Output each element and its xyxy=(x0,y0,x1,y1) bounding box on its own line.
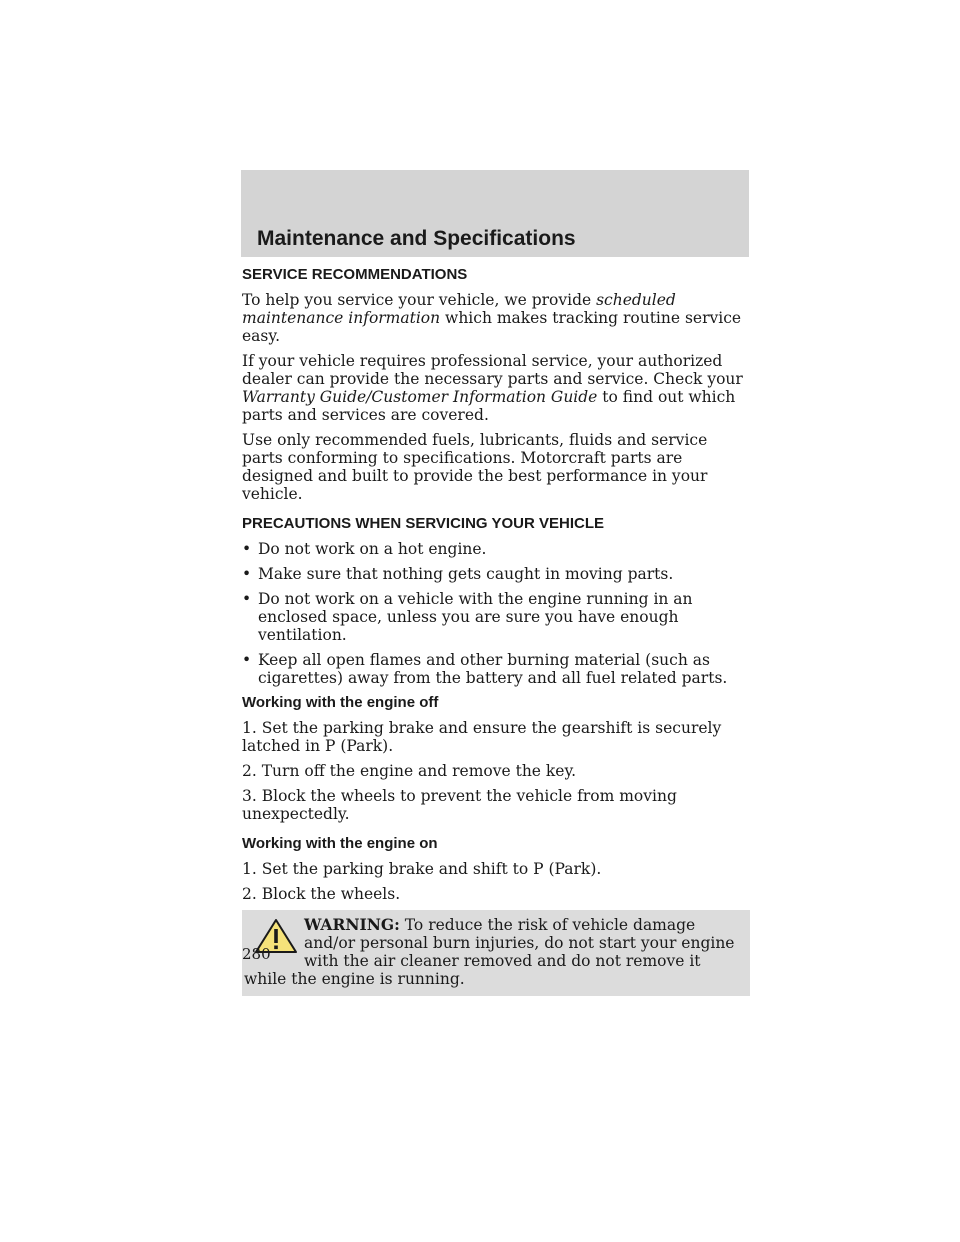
engine-on-step-2: 2. Block the wheels. xyxy=(242,885,401,903)
warning-text: To reduce the risk of vehicle damage and/or personal burn injuries, do not start your engine with the air cleaner removed and do not remove it while the engine is running. xyxy=(244,916,735,988)
precautions-list xyxy=(242,540,750,687)
warning-box xyxy=(242,910,750,996)
warranty-guide-emphasis: Warranty Guide/Customer Information Guide xyxy=(242,388,598,406)
service-recommendations-heading: SERVICE RECOMMENDATIONS xyxy=(242,266,468,283)
engine-on-heading: Working with the engine on xyxy=(242,835,438,852)
list-item xyxy=(242,565,750,583)
list-item-text: Make sure that nothing gets caught in moving parts. xyxy=(258,565,674,583)
text-span: If your vehicle requires professional service, your authorized dealer can provide the necessary parts and service. Check your xyxy=(242,352,743,388)
warning-label: WARNING: xyxy=(304,915,400,934)
list-item-text: Do not work on a hot engine. xyxy=(258,540,487,558)
service-paragraph-3: Use only recommended fuels, lubricants, fluids and service parts conforming to specifications. Motorcraft parts are designed and built to provide the best performance in your vehicle. xyxy=(242,431,708,503)
list-item-text: Keep all open flames and other burning material (such as cigarettes) away from the battery and all fuel related parts. xyxy=(258,651,728,687)
text-span: to find out which parts and services are covered. xyxy=(242,388,736,424)
service-paragraph-2 xyxy=(242,352,750,424)
engine-off-step-2: 2. Turn off the engine and remove the key. xyxy=(242,762,577,780)
list-item-text: Do not work on a vehicle with the engine running in an enclosed space, unless you are sure you have enough ventilation. xyxy=(258,590,693,644)
scheduled-maintenance-emphasis: scheduled maintenance information xyxy=(242,291,676,327)
text-span: To help you service your vehicle, we provide xyxy=(242,291,597,309)
page-number: 280 xyxy=(242,945,271,963)
engine-off-step-3: 3. Block the wheels to prevent the vehicle from moving unexpectedly. xyxy=(242,787,677,823)
engine-off-step-1: 1. Set the parking brake and ensure the gearshift is securely latched in P (Park). xyxy=(242,719,722,755)
engine-on-step-1: 1. Set the parking brake and shift to P (Park). xyxy=(242,860,602,878)
precautions-heading: PRECAUTIONS WHEN SERVICING YOUR VEHICLE xyxy=(242,515,604,532)
bullet-icon: • xyxy=(242,540,252,558)
bullet-icon: • xyxy=(242,590,252,608)
list-item xyxy=(242,540,750,558)
list-item xyxy=(242,651,750,687)
section-title: Maintenance and Specifications xyxy=(257,227,576,250)
text-span: which makes tracking routine service easy. xyxy=(242,309,742,345)
page-content xyxy=(242,266,750,996)
service-paragraph-1 xyxy=(242,291,750,345)
engine-off-heading: Working with the engine off xyxy=(242,694,439,711)
list-item xyxy=(242,590,750,644)
bullet-icon: • xyxy=(242,651,252,669)
section-header-bar xyxy=(241,170,749,257)
bullet-icon: • xyxy=(242,565,252,583)
